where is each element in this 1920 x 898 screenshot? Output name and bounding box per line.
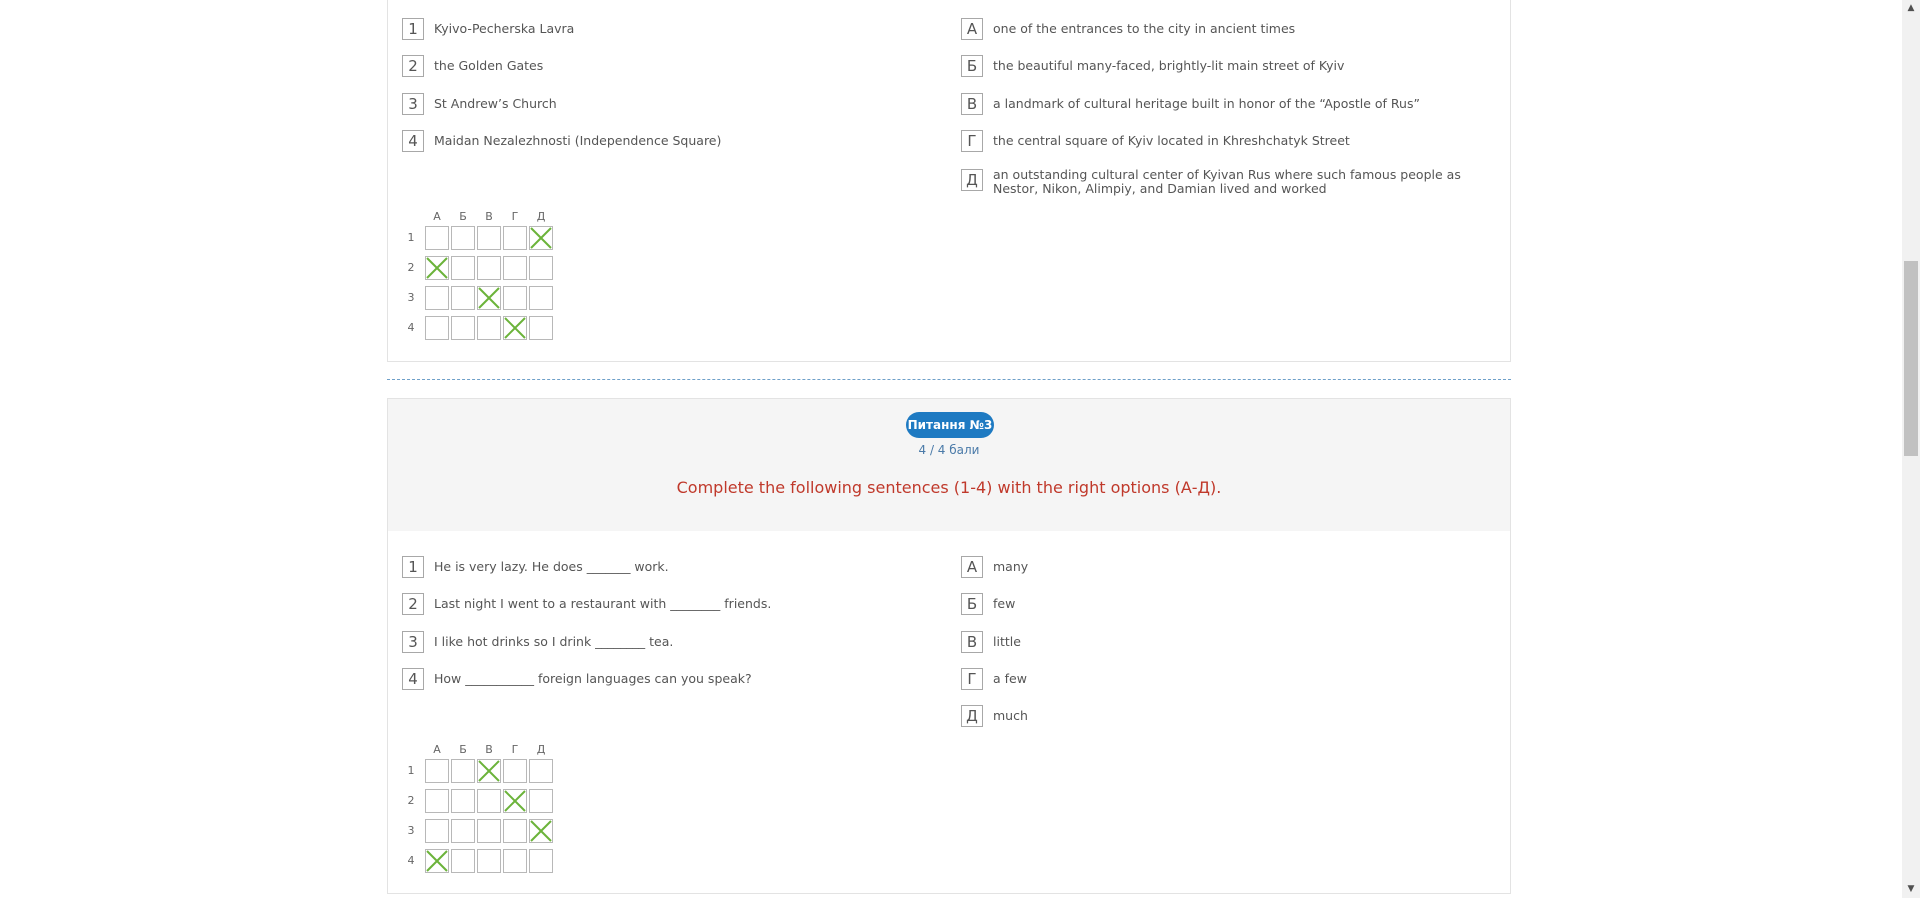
left-item-2: [402, 55, 543, 77]
grid-cell[interactable]: [477, 256, 501, 280]
grid-cell[interactable]: [529, 286, 553, 310]
grid-cell[interactable]: [425, 286, 449, 310]
grid-cell[interactable]: [503, 286, 527, 310]
item-text: the beautiful many-faced, brightly-lit main street of Kyiv: [993, 58, 1345, 73]
item-number-box: 1: [402, 18, 424, 40]
grid-cell[interactable]: [425, 316, 449, 340]
item-text: many: [993, 559, 1029, 574]
question-score: 4 / 4 бали: [918, 443, 980, 457]
item-text: Kyivo-Pecherska Lavra: [434, 21, 575, 36]
grid-cell[interactable]: [425, 789, 449, 813]
scrollbar-thumb[interactable]: [1904, 261, 1918, 456]
right-item-v: [961, 631, 1021, 653]
item-text: He is very lazy. He does _______ work.: [434, 559, 669, 574]
item-letter-box: Г: [961, 668, 983, 690]
triangle-up-icon[interactable]: ▲: [1907, 3, 1915, 13]
grid-cell[interactable]: [451, 819, 475, 843]
item-text: How ___________ foreign languages can you speak?: [434, 671, 752, 686]
item-text: Maidan Nezalezhnosti (Independence Square): [434, 133, 722, 148]
grid-column-label: В: [485, 743, 493, 756]
right-item-h: [961, 668, 1027, 690]
check-cross-icon: [504, 317, 526, 339]
grid-row-label: 3: [407, 291, 415, 304]
item-text: little: [993, 634, 1021, 649]
grid-column-label: Д: [536, 210, 546, 223]
question-prompt: Complete the following sentences (1-4) with the right options (А-Д).: [676, 478, 1222, 497]
item-text: St Andrew’s Church: [434, 96, 557, 111]
item-letter-box: Г: [961, 130, 983, 152]
left-item-3: [402, 93, 557, 115]
grid-cell[interactable]: [451, 759, 475, 783]
item-letter-box: Д: [961, 169, 983, 191]
item-text: much: [993, 708, 1028, 723]
grid-column-label: А: [433, 743, 441, 756]
grid-cell[interactable]: [503, 226, 527, 250]
grid-cell-checked[interactable]: [425, 849, 449, 873]
grid-cell-checked[interactable]: [477, 286, 501, 310]
grid-cell[interactable]: [477, 316, 501, 340]
grid-cell[interactable]: [451, 286, 475, 310]
grid-column-label: А: [433, 210, 441, 223]
check-cross-icon: [530, 227, 552, 249]
vertical-scrollbar[interactable]: [1902, 0, 1920, 898]
check-cross-icon: [426, 257, 448, 279]
grid-cell-checked[interactable]: [529, 226, 553, 250]
grid-cell-checked[interactable]: [503, 789, 527, 813]
item-letter-box: Б: [961, 593, 983, 615]
right-item-b: [961, 55, 1344, 77]
left-item-1: [402, 556, 669, 578]
grid-cell[interactable]: [529, 759, 553, 783]
right-item-v: [961, 93, 1420, 115]
item-text: the Golden Gates: [434, 58, 544, 73]
question-3-card: [387, 398, 1511, 894]
grid-column-label: Б: [459, 743, 467, 756]
right-item-a: [961, 18, 1295, 40]
item-letter-box: А: [961, 18, 983, 40]
left-item-3: [402, 631, 673, 653]
grid-cell[interactable]: [477, 226, 501, 250]
question-2-card: [387, 0, 1511, 362]
grid-cell[interactable]: [503, 819, 527, 843]
item-text: an outstanding cultural center of Kyivan Rus where such famous people as Nestor, Nikon, Alimpiy, and Damian lived and worked: [993, 167, 1461, 196]
grid-cell[interactable]: [529, 849, 553, 873]
item-text: a few: [993, 671, 1027, 686]
right-item-d: [961, 168, 1483, 196]
grid-cell[interactable]: [477, 789, 501, 813]
grid-column-label: Д: [536, 743, 546, 756]
item-number-box: 1: [402, 556, 424, 578]
item-text: one of the entrances to the city in ancient times: [993, 21, 1296, 36]
check-cross-icon: [530, 820, 552, 842]
item-letter-box: В: [961, 631, 983, 653]
grid-cell[interactable]: [477, 849, 501, 873]
item-number-box: 4: [402, 130, 424, 152]
right-item-h: [961, 130, 1350, 152]
grid-cell[interactable]: [451, 256, 475, 280]
item-letter-box: А: [961, 556, 983, 578]
left-item-1: [402, 18, 574, 40]
grid-cell[interactable]: [503, 759, 527, 783]
item-text: the central square of Kyiv located in Khreshchatyk Street: [993, 133, 1350, 148]
grid-cell-checked[interactable]: [529, 819, 553, 843]
item-text: a landmark of cultural heritage built in honor of the “Apostle of Rus”: [993, 96, 1420, 111]
grid-cell[interactable]: [529, 789, 553, 813]
grid-cell[interactable]: [529, 256, 553, 280]
grid-row-label: 1: [407, 764, 415, 777]
item-number-box: 4: [402, 668, 424, 690]
grid-row-label: 4: [407, 854, 415, 867]
grid-row-label: 2: [407, 261, 415, 274]
item-number-box: 3: [402, 93, 424, 115]
grid-row-label: 3: [407, 824, 415, 837]
right-item-b: [961, 593, 1015, 615]
grid-column-label: Г: [511, 210, 519, 223]
grid-column-label: В: [485, 210, 493, 223]
grid-row-label: 1: [407, 231, 415, 244]
grid-cell[interactable]: [477, 819, 501, 843]
item-number-box: 2: [402, 55, 424, 77]
grid-cell[interactable]: [425, 759, 449, 783]
item-text: I like hot drinks so I drink ________ tea.: [434, 634, 674, 649]
left-item-4: [402, 668, 752, 690]
triangle-down-icon[interactable]: ▼: [1907, 884, 1915, 894]
question-number-badge: Питання №3: [906, 412, 994, 438]
left-item-2: [402, 593, 771, 615]
check-cross-icon: [504, 790, 526, 812]
question-header: [388, 399, 1510, 531]
grid-cell[interactable]: [529, 316, 553, 340]
grid-cell[interactable]: [425, 819, 449, 843]
grid-cell[interactable]: [451, 789, 475, 813]
check-cross-icon: [426, 850, 448, 872]
grid-cell-checked[interactable]: [503, 316, 527, 340]
item-text: Last night I went to a restaurant with ________ friends.: [434, 596, 772, 611]
grid-cell[interactable]: [451, 226, 475, 250]
grid-cell-checked[interactable]: [425, 256, 449, 280]
grid-cell[interactable]: [451, 849, 475, 873]
grid-cell-checked[interactable]: [477, 759, 501, 783]
item-letter-box: В: [961, 93, 983, 115]
grid-cell[interactable]: [503, 256, 527, 280]
left-item-4: [402, 130, 721, 152]
right-item-a: [961, 556, 1028, 578]
grid-row-label: 4: [407, 321, 415, 334]
check-cross-icon: [478, 287, 500, 309]
item-text: few: [993, 596, 1016, 611]
grid-column-label: Б: [459, 210, 467, 223]
check-cross-icon: [478, 760, 500, 782]
item-letter-box: Д: [961, 705, 983, 727]
grid-cell[interactable]: [503, 849, 527, 873]
item-number-box: 3: [402, 631, 424, 653]
item-letter-box: Б: [961, 55, 983, 77]
grid-cell[interactable]: [425, 226, 449, 250]
grid-row-label: 2: [407, 794, 415, 807]
section-divider: [387, 379, 1511, 380]
right-item-d: [961, 705, 1028, 727]
grid-cell[interactable]: [451, 316, 475, 340]
grid-column-label: Г: [511, 743, 519, 756]
item-number-box: 2: [402, 593, 424, 615]
